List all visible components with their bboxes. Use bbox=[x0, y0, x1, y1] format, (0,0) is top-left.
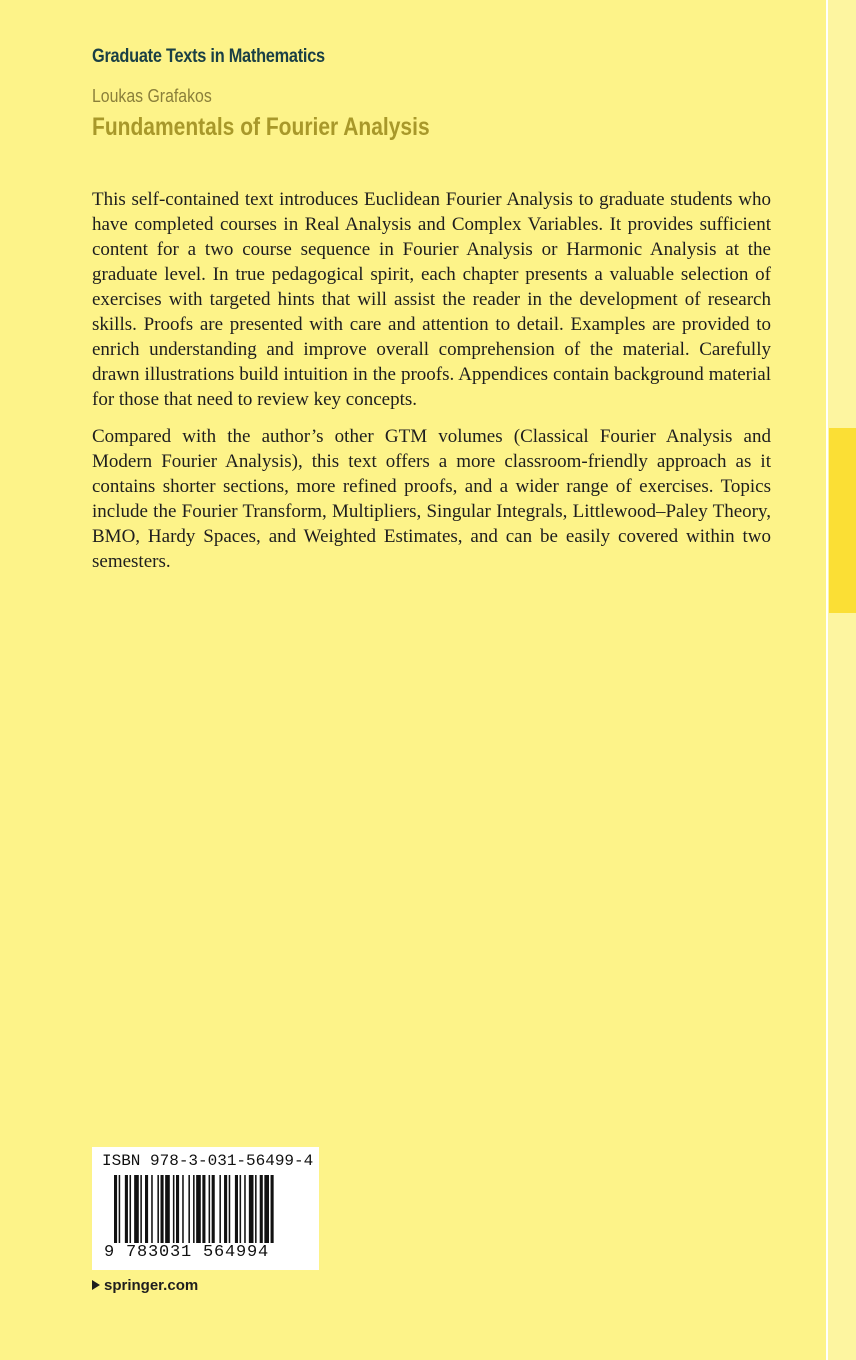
author-name: Loukas Grafakos bbox=[92, 86, 212, 106]
book-title: Fundamentals of Fourier Analysis bbox=[92, 113, 430, 141]
spine-color-tab bbox=[829, 428, 856, 613]
publisher-website[interactable] bbox=[92, 1277, 198, 1294]
barcode-digits: 9 783031 564994 bbox=[104, 1243, 270, 1262]
blurb bbox=[92, 187, 771, 586]
blurb-paragraph-2: Compared with the author’s other GTM volumes (Classical Fourier Analysis and Modern Fourier Analysis), this text offers a more classroom-friendly approach as it contains shorter sections, more refined proofs, and a wider range of exercises. Topics include the Fourier Transform, Multipliers, Singular Integrals, Littlewood–Paley Theory, BMO, Hardy Spaces, and Weighted Estimates, and can be easily covered within two semesters. bbox=[92, 426, 771, 572]
isbn-label: ISBN 978-3-031-56499-4 bbox=[102, 1152, 314, 1170]
spine-edge bbox=[826, 0, 856, 1360]
website-text: springer.com bbox=[104, 1277, 199, 1294]
barcode-box bbox=[92, 1147, 319, 1270]
series-name: Graduate Texts in Mathematics bbox=[92, 46, 325, 67]
barcode-icon bbox=[114, 1175, 310, 1243]
blurb-paragraph-1: This self-contained text introduces Euclidean Fourier Analysis to graduate students who have completed courses in Real Analysis and Complex Variables. It provides sufficient content for a two course sequence in Fourier Analysis or Harmonic Analysis at the graduate level. In true pedagogical spirit, each chapter presents a valuable selection of exercises with targeted hints that will assist the reader in the development of research skills. Proofs are presented with care and attention to detail. Examples are provided to enrich understanding and improve overall comprehension of the material. Carefully drawn illustrations build intuition in the proofs. Appendices contain background material for those that need to review key concepts. bbox=[92, 189, 771, 410]
triangle-right-icon bbox=[92, 1280, 100, 1290]
